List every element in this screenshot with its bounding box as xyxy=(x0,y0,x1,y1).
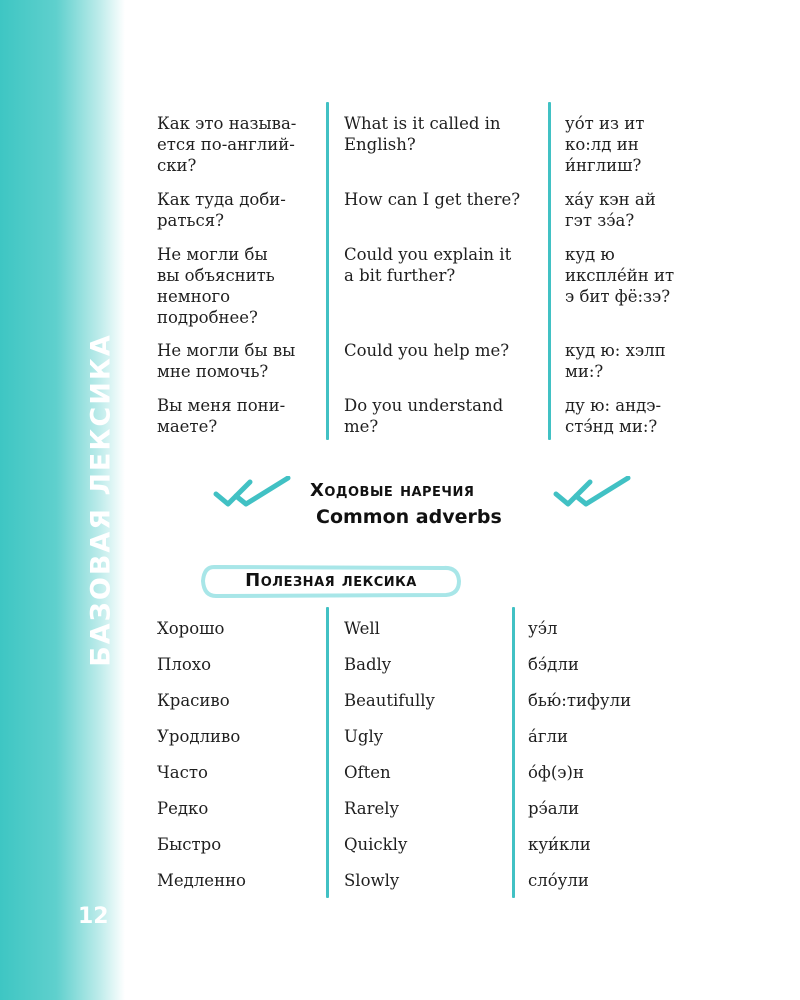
vocab-en: Beautifully xyxy=(344,691,435,710)
phrase-tr: ха́у кэн ай гэт зэ́а? xyxy=(565,190,656,230)
phrase-ru: Как туда доби- раться? xyxy=(157,190,286,230)
vocab-en: Ugly xyxy=(344,727,384,746)
vocab-ru: Часто xyxy=(157,763,208,782)
column-divider xyxy=(512,607,515,898)
double-check-icon xyxy=(552,476,632,510)
vocab-ru: Хорошо xyxy=(157,619,225,638)
vocab-ru: Красиво xyxy=(157,691,230,710)
phrase-ru: Как это называ- ется по-англий- ски? xyxy=(157,114,297,175)
section-title-ru: Ходовые наречия xyxy=(310,480,475,501)
column-divider xyxy=(326,607,329,898)
vocab-tr: сло́ули xyxy=(528,871,589,890)
phrase-tr: ду ю: андэ- стэ́нд ми:? xyxy=(565,396,662,436)
double-check-icon xyxy=(212,476,292,510)
phrase-en: Could you help me? xyxy=(344,341,510,360)
vocab-tr: бью́:тифули xyxy=(528,691,632,710)
phrase-en: Could you explain it a bit further? xyxy=(344,245,512,285)
page-number: 12 xyxy=(78,904,109,929)
vocab-en: Badly xyxy=(344,655,392,674)
vocab-tr: бэ́дли xyxy=(528,655,579,674)
vocab-ru: Плохо xyxy=(157,655,212,674)
vocab-tr: куи́кли xyxy=(528,835,591,854)
phrase-en: Do you understand me? xyxy=(344,396,504,436)
vocab-ru: Уродливо xyxy=(157,727,241,746)
vocab-tr: а́гли xyxy=(528,727,568,746)
phrase-tr: куд ю: хэлп ми:? xyxy=(565,341,666,381)
side-section-title: БАЗОВАЯ ЛЕКСИКА xyxy=(85,333,117,667)
vocab-tr: рэ́али xyxy=(528,799,580,818)
vocab-tr: уэ́л xyxy=(528,619,558,638)
section-title-en: Common adverbs xyxy=(316,506,502,528)
vocab-en: Slowly xyxy=(344,871,400,890)
vocab-ru: Редко xyxy=(157,799,209,818)
phrase-tr: уо́т из ит ко:лд ин и́нглиш? xyxy=(565,114,645,175)
phrase-tr: куд ю икспле́йн ит э бит фё:зэ? xyxy=(565,245,675,306)
vocab-ru: Медленно xyxy=(157,871,246,890)
phrase-en: How can I get there? xyxy=(344,190,521,209)
phrase-ru: Вы меня пони- маете? xyxy=(157,396,286,436)
column-divider xyxy=(548,102,551,440)
phrase-ru: Не могли бы вы объяснить немного подробнее? xyxy=(157,245,275,327)
vocab-en: Well xyxy=(344,619,380,638)
vocab-ru: Быстро xyxy=(157,835,222,854)
vocab-badge xyxy=(200,563,462,599)
column-divider xyxy=(326,102,329,440)
phrase-en: What is it called in English? xyxy=(344,114,501,154)
vocab-en: Rarely xyxy=(344,799,399,818)
phrase-ru: Не могли бы вы мне помочь? xyxy=(157,341,296,381)
vocab-tr: о́ф(э)н xyxy=(528,763,584,782)
vocab-en: Often xyxy=(344,763,391,782)
badge-label: Полезная лексика xyxy=(245,570,417,591)
vocab-en: Quickly xyxy=(344,835,408,854)
